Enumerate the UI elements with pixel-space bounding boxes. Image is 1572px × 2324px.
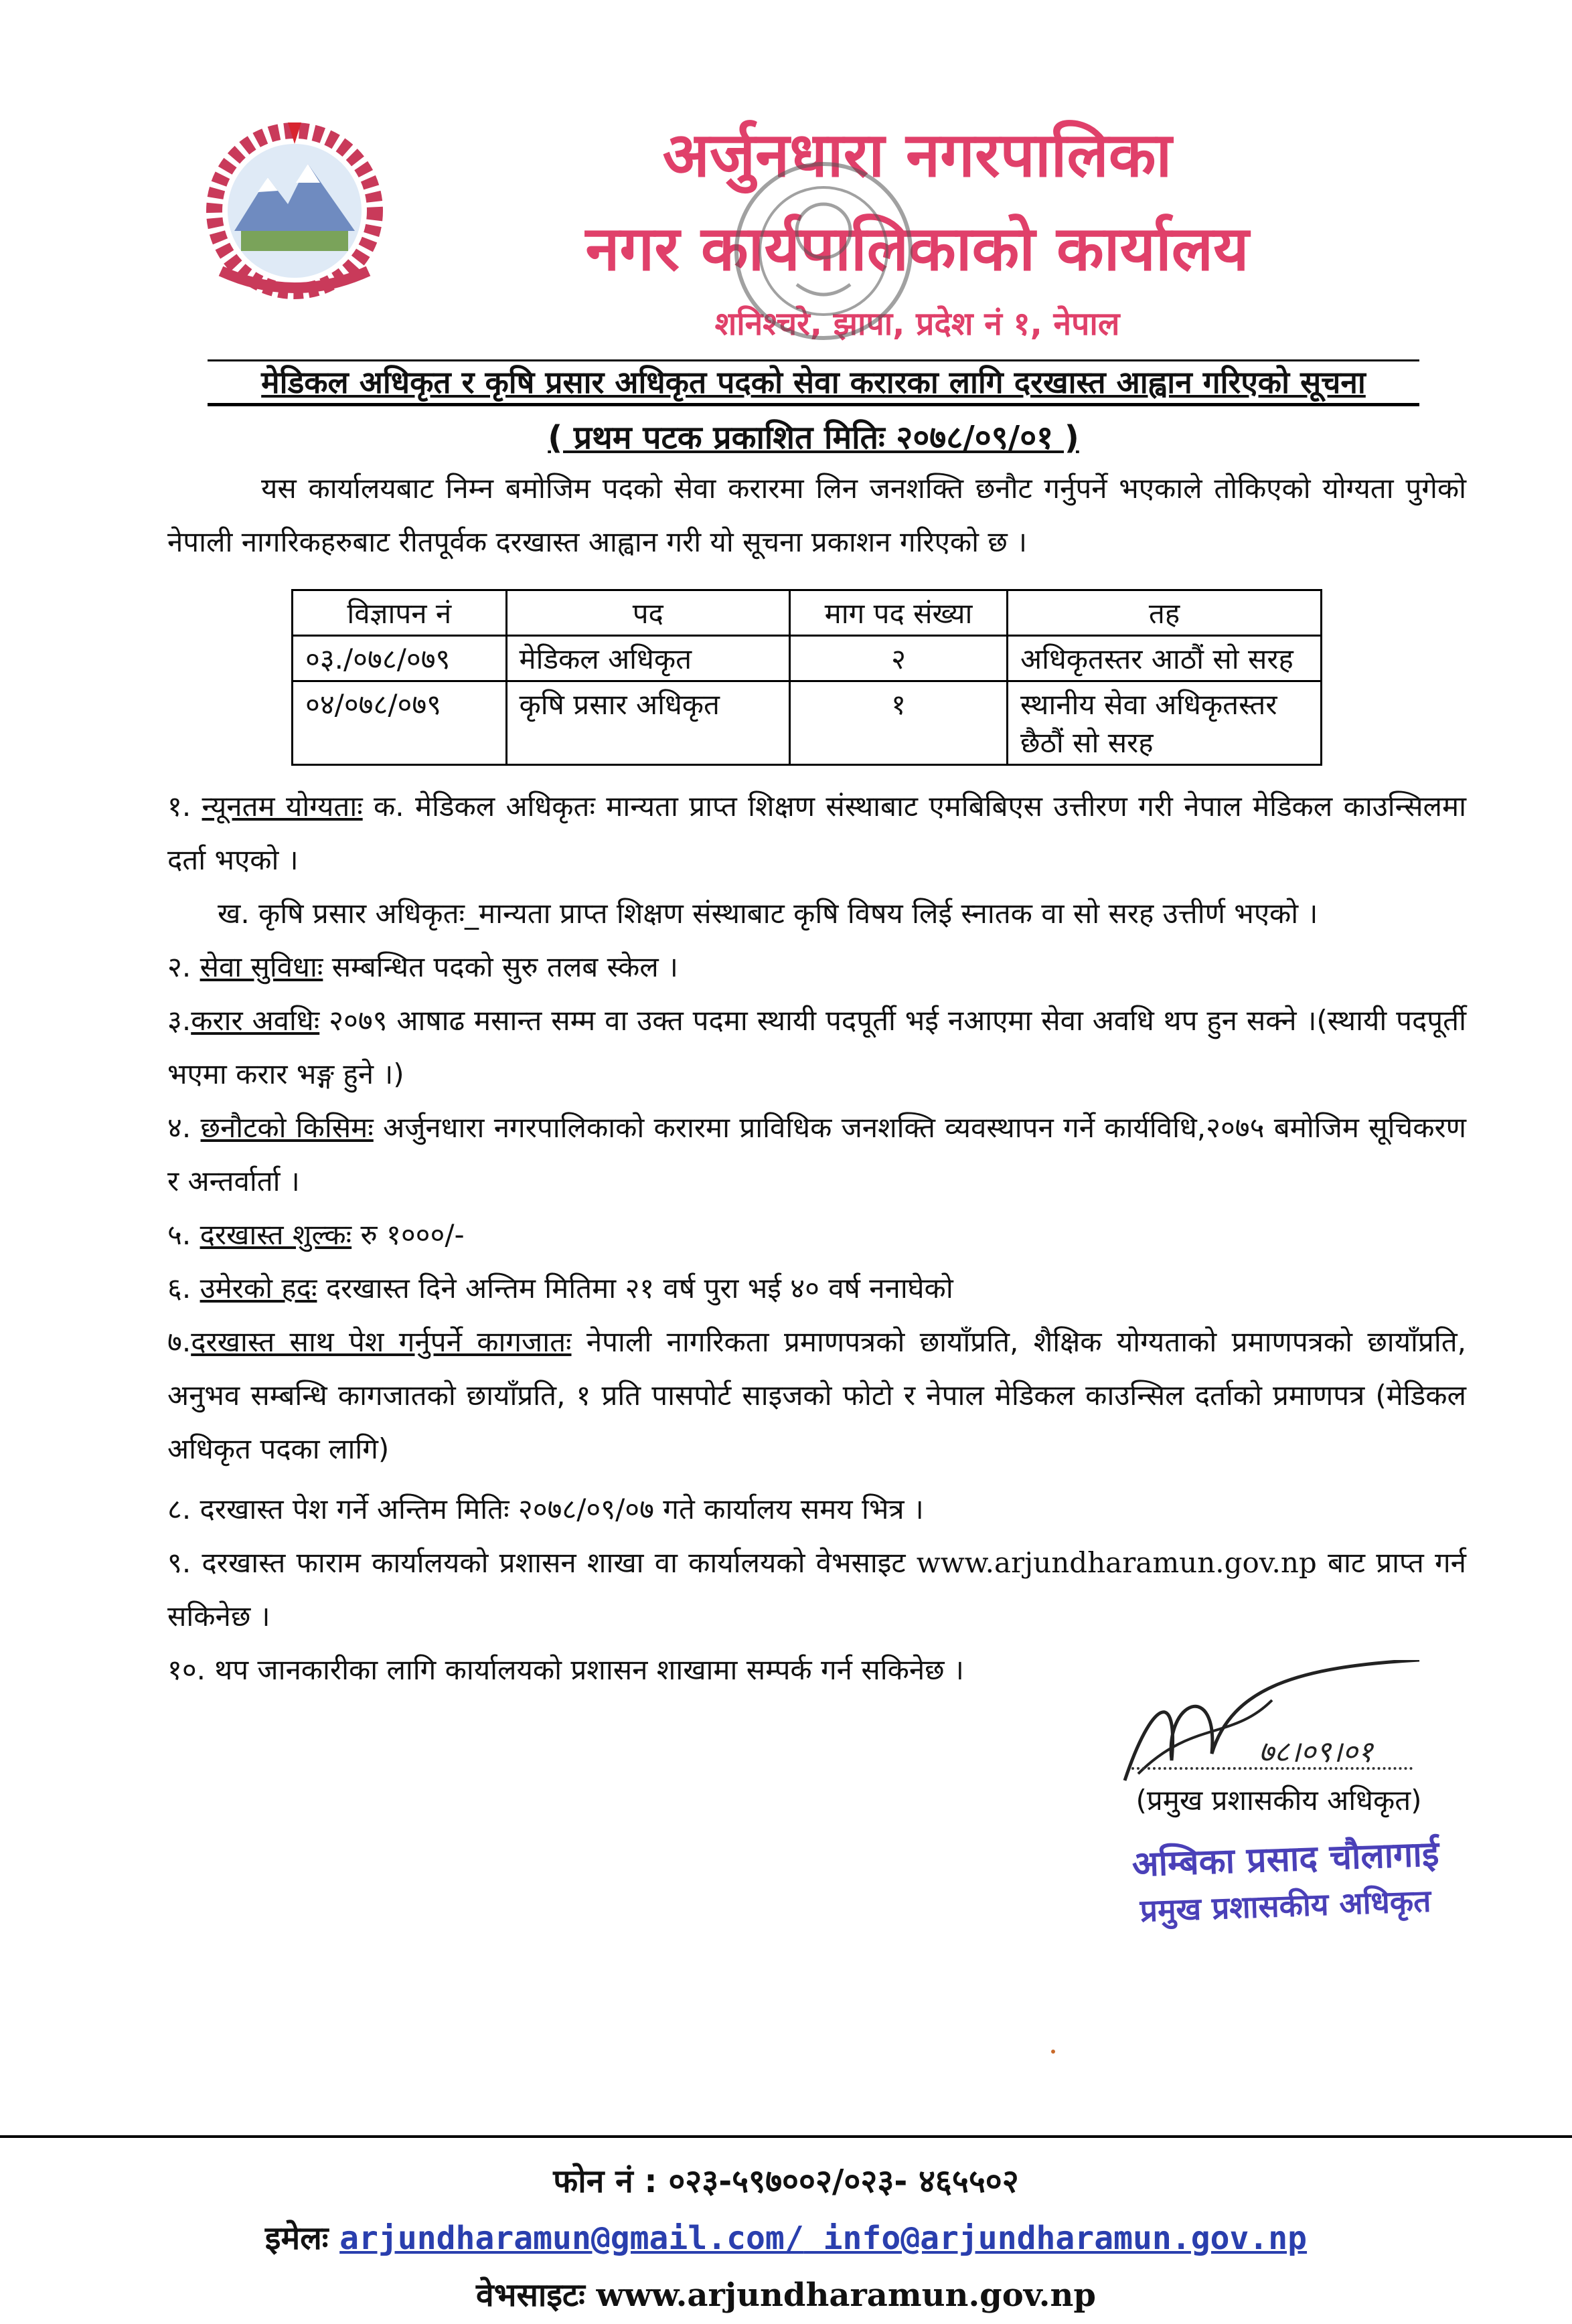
clause-label: उमेरको हदः — [200, 1272, 317, 1305]
header-ad-number: विज्ञापन नं — [293, 590, 507, 636]
website-url[interactable]: www.arjundharamun.gov.np — [596, 2276, 1096, 2314]
clause-1-qualification — [167, 780, 1466, 887]
clause-8-deadline: ८. दरखास्त पेश गर्ने अन्तिम मितिः २०७८/०९/०७ गते कार्यालय समय भित्र । — [167, 1493, 924, 1525]
clause-text: क. मेडिकल अधिकृतः मान्यता प्राप्त शिक्षण संस्थाबाट एमबिबिएस उत्तीरण गरी नेपाल मेडिकल काउन्सिलमा दर्ता भएको । — [167, 790, 1467, 876]
email-link-info[interactable]: info@arjundharamun.gov.np — [803, 2220, 1308, 2257]
clause-number: २. — [167, 950, 191, 983]
clause-number: ६. — [167, 1272, 191, 1305]
nepal-emblem-icon — [194, 117, 395, 311]
clause-label: करार अवधिः — [191, 1004, 320, 1037]
phone-number: ०२३-५९७००२/०२३- ४६५५०२ — [668, 2163, 1019, 2200]
clause-label: छनौटको किसिमः — [200, 1111, 374, 1144]
table-header-row — [293, 590, 1322, 636]
cell-positions: १ — [790, 681, 1008, 765]
office-title-line2: नगर कार्यपालिकाको कार्यालय — [585, 213, 1249, 284]
header-positions: माग पद संख्या — [790, 590, 1008, 636]
clause-2-facility — [167, 940, 1466, 994]
cell-ad-number: ०४/०७८/०७९ — [293, 681, 507, 765]
cell-post: कृषि प्रसार अधिकृत — [506, 681, 789, 765]
header-level: तह — [1008, 590, 1322, 636]
clause-1b-qualification: ख. कृषि प्रसार अधिकृतः_मान्यता प्राप्त शिक्षण संस्थाबाट कृषि विषय लिई स्नातक वा सो सरह उत्तीर्ण भएको । — [218, 897, 1318, 930]
website-label: वेभसाइटः — [476, 2276, 597, 2314]
clause-9-form — [167, 1536, 1466, 1643]
clause-text: सम्बन्धित पदको सुरु तलब स्केल । — [331, 950, 678, 983]
clause-number: ५. — [167, 1218, 191, 1251]
clause-label: सेवा सुविधाः — [200, 950, 323, 983]
signature-line — [1131, 1767, 1413, 1770]
cell-level: अधिकृतस्तर आठौं सो सरह — [1008, 636, 1322, 681]
footer-email — [0, 2216, 1572, 2259]
clause-label: न्यूनतम योग्यताः — [202, 790, 363, 823]
vacancy-table — [291, 589, 1322, 766]
cell-positions: २ — [790, 636, 1008, 681]
clause-label: दरखास्त साथ पेश गर्नुपर्ने कागजातः — [191, 1325, 572, 1358]
clause-text: नेपाली नागरिकता प्रमाणपत्रको छायाँप्रति, शैक्षिक योग्यताको प्रमाणपत्रको छायाँप्रति, अनुभव सम्बन्धि कागजातको छायाँप्रति, १ प्रति पासपोर्ट साइजको फोटो र नेपाल मेडिकल काउन्सिल दर्ताको प्रमाणपत्र (मेडिकल अधिकृत पदका लागि) — [167, 1325, 1466, 1465]
clause-text: दरखास्त दिने अन्तिम मितिमा २१ वर्ष पुरा भई ४० वर्ष ननाघेको — [325, 1272, 953, 1305]
office-address: शनिश्चरे, झापा, प्रदेश नं १, नेपाल — [714, 305, 1120, 343]
footer-website — [0, 2272, 1572, 2316]
cell-ad-number: ०३./०७८/०७९ — [293, 636, 507, 681]
footer-phone — [0, 2159, 1572, 2202]
email-link-gmail[interactable]: arjundharamun@gmail.com/ — [339, 2220, 804, 2257]
clause-label: दरखास्त शुल्कः — [200, 1218, 352, 1251]
office-title-line1: अर्जुनधारा नगरपालिका — [662, 119, 1172, 191]
clause-text: बाट प्राप्त गर्न सकिनेछ । — [167, 1546, 1466, 1633]
clause-6-age-limit — [167, 1262, 1466, 1315]
clause-number: ३. — [167, 1004, 191, 1037]
cell-level: स्थानीय सेवा अधिकृतस्तर छैठौं सो सरह — [1008, 681, 1322, 765]
clause-text: २०७९ आषाढ मसान्त सम्म वा उक्त पदमा स्थायी पदपूर्ती भई नआएमा सेवा अवधि थप हुन सक्ने ।(स्थायी पदपूर्ती भएमा करार भङ्ग हुने ।) — [167, 1004, 1466, 1090]
clause-5-fee — [167, 1208, 1466, 1262]
clause-4-selection-type — [167, 1101, 1466, 1208]
table-row — [293, 636, 1322, 681]
clause-number: ४. — [167, 1111, 191, 1144]
clause-number: १. — [167, 790, 191, 823]
signatory-role: (प्रमुख प्रशासकीय अधिकृत) — [1135, 1784, 1422, 1817]
signature-icon — [1098, 1660, 1446, 1794]
clause-10-contact: १०. थप जानकारीका लागि कार्यालयको प्रशासन शाखामा सम्पर्क गर्न सकिनेछ । — [167, 1653, 964, 1686]
office-seal-stamp-icon — [723, 151, 924, 351]
cell-post: मेडिकल अधिकृत — [506, 636, 789, 681]
intro-paragraph: यस कार्यालयबाट निम्न बमोजिम पदको सेवा करारमा लिन जनशक्ति छनौट गर्नुपर्ने भएकाले तोकिएको योग्यता पुगेको नेपाली नागरिकहरुबाट रीतपूर्वक दरखास्त आह्वान गरी यो सूचना प्रकाशन गरिएको छ । — [167, 472, 1466, 558]
clause-text: ९. दरखास्त फाराम कार्यालयको प्रशासन शाखा वा कार्यालयको वेभसाइट — [167, 1546, 917, 1579]
signature-date: ७८।०९।०१ — [1259, 1735, 1373, 1769]
clause-7-documents — [167, 1315, 1466, 1476]
clause-text: रु १०००/- — [360, 1218, 465, 1251]
signatory-title-stamp: प्रमुख प्रशासकीय अधिकृत — [1139, 1882, 1432, 1929]
notice-heading: मेडिकल अधिकृत र कृषि प्रसार अधिकृत पदको सेवा करारका लागि दरखास्त आह्वान गरिएको सूचना — [208, 359, 1419, 406]
signatory-name-stamp: अम्बिका प्रसाद चौलागाई — [1131, 1834, 1440, 1885]
table-row — [293, 681, 1322, 765]
clause-number: ७. — [167, 1325, 191, 1358]
clause-url: www.arjundharamun.gov.np — [916, 1546, 1317, 1579]
phone-label: फोन नं : — [553, 2163, 669, 2200]
stray-mark — [1051, 2050, 1055, 2054]
clause-text: अर्जुनधारा नगरपालिकाको करारमा प्राविधिक जनशक्ति व्यवस्थापन गर्ने कार्यविधि,२०७५ बमोजिम सूचिकरण र अन्तर्वार्ता । — [167, 1111, 1466, 1197]
email-label: इमेलः — [264, 2220, 340, 2257]
header-post: पद — [506, 590, 789, 636]
footer-divider — [0, 2135, 1572, 2138]
clause-3-contract-period — [167, 994, 1466, 1101]
publication-date: ( प्रथम पटक प्रकाशित मितिः २०७८/०९/०१ ) — [548, 419, 1079, 456]
